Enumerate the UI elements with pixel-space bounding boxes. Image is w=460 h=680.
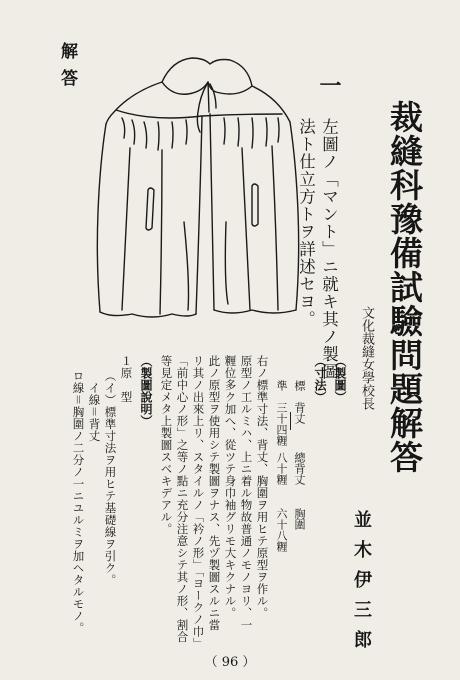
question-number: 一 (316, 74, 342, 96)
question-line-1: 左圖ノ「マント」ニ就キ其ノ製圖 (319, 118, 339, 381)
size-row-1: 總背丈 (293, 452, 306, 485)
setsumei-line: １原 型 (119, 355, 134, 403)
body-line: 原型ノ工ルミハ、上ニ着ル物故普通ノモノヨリ、一 (239, 355, 254, 631)
size-rule (290, 412, 291, 430)
article-title: 裁縫科豫備試驗問題解答 (385, 100, 424, 474)
body-line: 「前中心ノ形」之等ノ點ニ充分注意シテ其ノ形、割合 (175, 355, 190, 643)
size-row-2: 六十八糎 (275, 508, 288, 552)
size-row-2: 準 三十四糎 (275, 380, 288, 446)
author-name: 並木伊三郎 (351, 510, 372, 660)
body-line: 等見定メタ上製圖スベキデアル。 (159, 355, 174, 535)
question-line-2: 法ト仕立方トヲ詳述セヨ。 (296, 118, 316, 328)
body-line: 右ノ標準寸法、背丈、胸圍ヲ用ヒテ原型ヲ作ル。 (255, 355, 270, 619)
page-number: （ 96 ） (204, 655, 256, 670)
cape-illustration (92, 52, 302, 327)
side-label: 解答 (57, 42, 77, 96)
size-row-1: 標 背丈 (293, 380, 306, 424)
setsumei-line: （イ）標準寸法ヲ用ヒテ基礎線ヲ引ク。 (103, 370, 118, 586)
seizu-heading: （製圖） (333, 355, 347, 403)
setsumei-line: ロ線＝胸圍ノ二分ノ一ニユルミヲ加ヘタルモノ。 (71, 370, 86, 634)
setsumei-heading: （製圖說明） (139, 355, 153, 427)
body-line: リ其ノ出來上リ、スタイルノ「衿ノ形」「ヨークノ巾」 (191, 355, 206, 650)
body-line: 糎位多ク加へ、從ツテ身巾袖グリモ大キクナル。 (223, 355, 238, 619)
size-row-2: 八十糎 (275, 452, 288, 485)
body-line: 此ノ原型ヲ使用シテ製圖ヲナス、先ヅ製圖スルニ當 (207, 355, 222, 631)
author-affiliation: 文化裁縫女學校長 (359, 306, 374, 410)
size-row-1: 胸圍 (293, 508, 306, 530)
sunpo-heading: （寸法） (313, 355, 327, 403)
setsumei-line: イ線＝背丈 (87, 382, 102, 442)
